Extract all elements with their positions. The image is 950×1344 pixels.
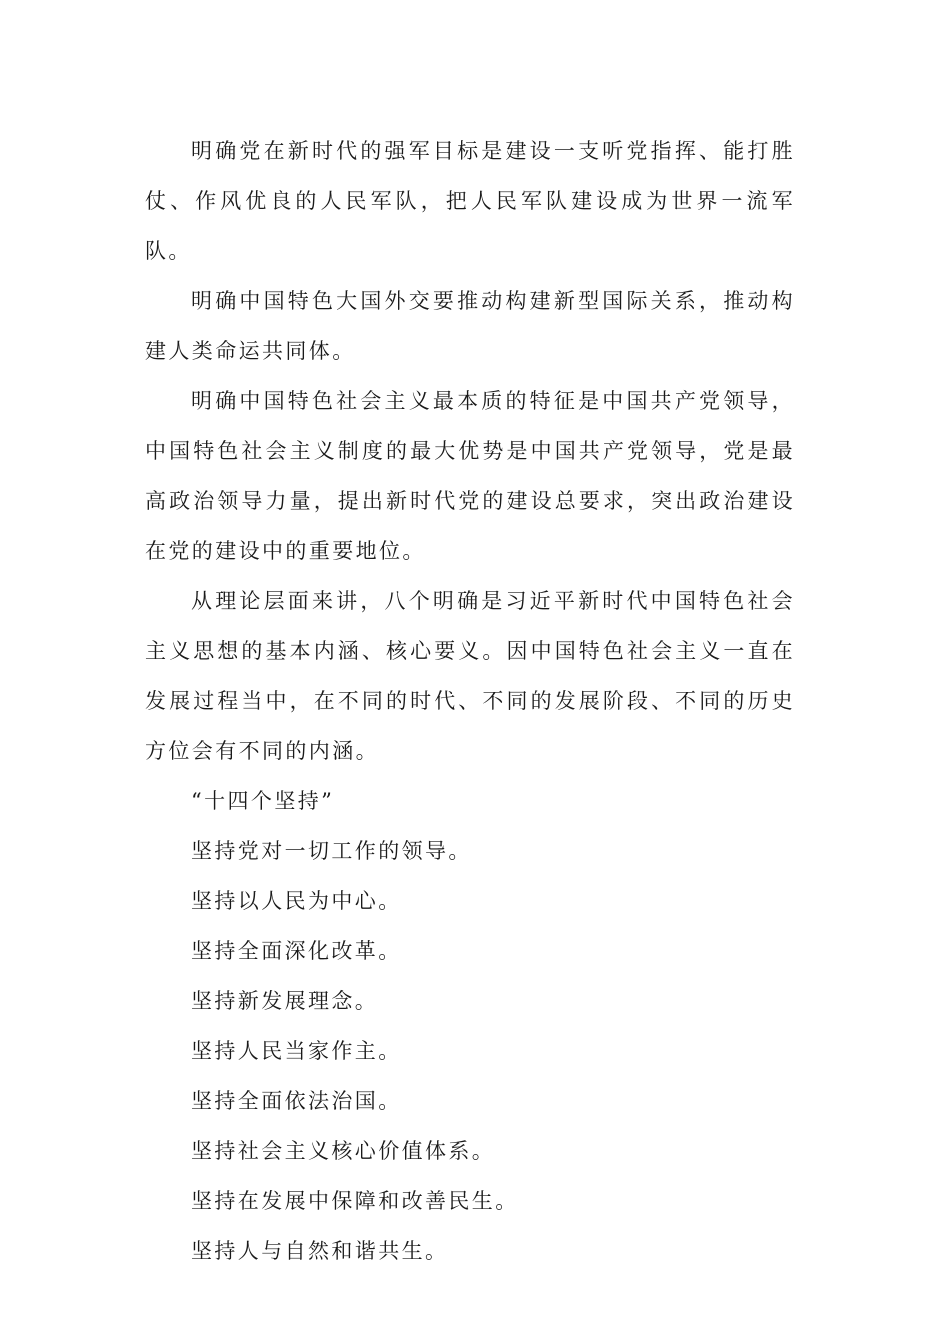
section-heading: “十四个坚持” [191,789,335,813]
list-item: 坚持在发展中保障和改善民生。 [191,1189,519,1213]
paragraph-strong-military: 明确党在新时代的强军目标是建设一支听党指挥、能打胜仗、作风优良的人民军队，把人民军队建设成为世界一流军队。 [145,139,795,263]
list-item: 坚持全面依法治国。 [191,1089,402,1113]
list-item: 坚持人与自然和谐共生。 [191,1239,449,1263]
list-item: 坚持党对一切工作的领导。 [191,839,472,863]
list-item: 坚持以人民为中心。 [191,889,402,913]
list-item: 坚持人民当家作主。 [191,1039,402,1063]
list-item: 坚持全面深化改革。 [191,939,402,963]
document-body [145,126,795,1276]
paragraph-major-country-diplomacy: 明确中国特色大国外交要推动构建新型国际关系，推动构建人类命运共同体。 [145,289,795,363]
paragraph-party-leadership: 明确中国特色社会主义最本质的特征是中国共产党领导，中国特色社会主义制度的最大优势是中国共产党领导，党是最高政治领导力量，提出新时代党的建设总要求，突出政治建设在党的建设中的重要地位。 [145,389,795,563]
paragraph-theoretical-level: 从理论层面来讲，八个明确是习近平新时代中国特色社会主义思想的基本内涵、核心要义。因中国特色社会主义一直在发展过程当中，在不同的时代、不同的发展阶段、不同的历史方位会有不同的内涵。 [145,589,795,763]
list-item: 坚持新发展理念。 [191,989,379,1013]
list-item: 坚持社会主义核心价值体系。 [191,1139,496,1163]
